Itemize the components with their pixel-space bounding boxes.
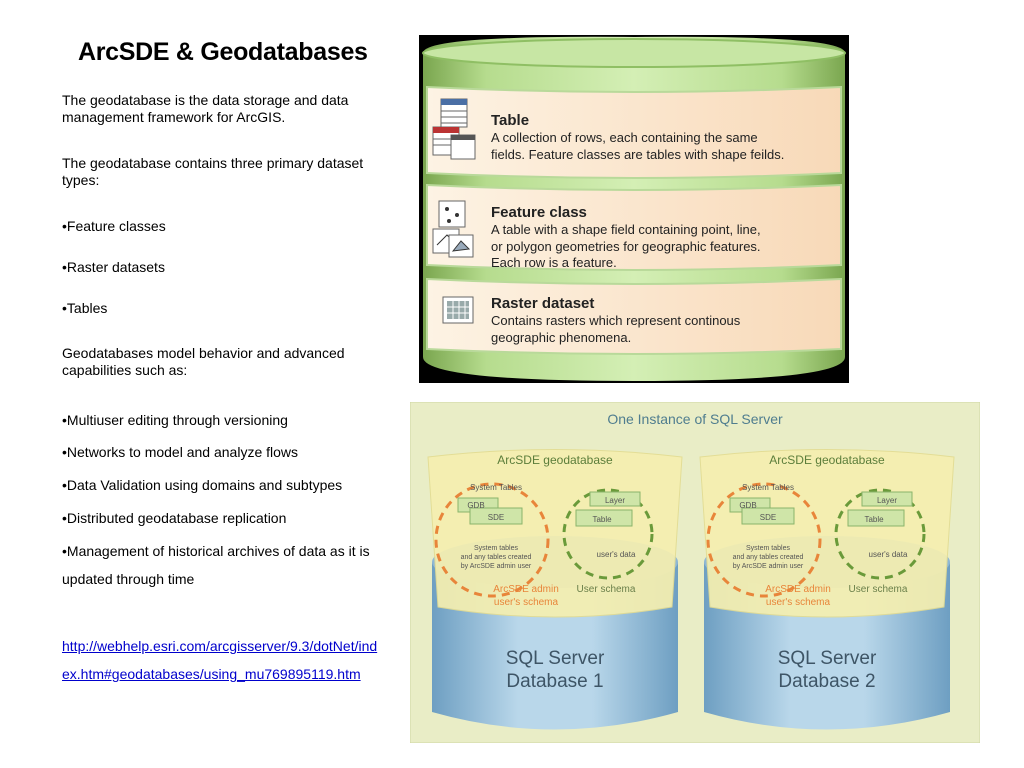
layer-label-2: Layer: [876, 496, 898, 505]
behavior-text: Geodatabases model behavior and advanced capabilities such as:: [62, 345, 345, 378]
table-row-title: Table: [491, 112, 530, 129]
bullet-networks: •Networks to model and analyze flows: [62, 444, 299, 460]
geodatabase-cylinder-figure: [419, 35, 849, 383]
user-schema-label-1: User schema: [576, 584, 636, 595]
geodb-label-1: ArcSDE geodatabase: [497, 453, 613, 467]
contains-text: The geodatabase contains three primary dataset types:: [62, 155, 364, 188]
note-line3-2: by ArcSDE admin user: [732, 563, 804, 570]
feature-class-row-line2: or polygon geometries for geographic features.: [491, 239, 761, 254]
user-schema-label-2: User schema: [848, 584, 908, 595]
bullet-validation: •Data Validation using domains and subtypes: [62, 477, 343, 493]
table-row-line1: A collection of rows, each containing the same: [491, 130, 758, 145]
feature-class-row-line1: A table with a shape field containing point, line,: [491, 222, 761, 237]
sql-server-instance-figure: [410, 402, 980, 743]
sql-instance-header: One Instance of SQL Server: [607, 411, 783, 427]
gdb-label-2: GDB: [739, 501, 757, 510]
feature-class-row-line3: Each row is a feature.: [491, 255, 617, 270]
bullet-tables: •Tables: [62, 300, 108, 316]
sql-db-name-line1-1: SQL Server: [505, 648, 605, 669]
users-data-label-1: user's data: [596, 550, 636, 559]
sde-label-1: SDE: [487, 513, 505, 522]
admin-schema-line2-2: user's schema: [765, 597, 831, 608]
raster-icon: [443, 297, 473, 323]
note-line1-1: System tables: [474, 545, 518, 552]
table-label-2: Table: [864, 515, 884, 524]
sql-db-name-line2-1: Database 1: [506, 671, 604, 692]
slide-title: ArcSDE & Geodatabases: [78, 38, 368, 66]
layer-label-1: Layer: [604, 496, 626, 505]
bullet-replication: •Distributed geodatabase replication: [62, 510, 287, 526]
note-line1-2: System tables: [746, 545, 790, 552]
geodb-label-2: ArcSDE geodatabase: [769, 453, 885, 467]
gdb-label-1: GDB: [467, 501, 485, 510]
note-line2-2: and any tables created: [732, 554, 804, 561]
raster-row-line1: Contains rasters which represent continous: [491, 313, 741, 328]
feature-class-row-title: Feature class: [491, 204, 587, 221]
sql-db-name-line1-2: SQL Server: [777, 648, 877, 669]
admin-schema-line1-1: ArcSDE admin: [493, 584, 559, 595]
users-data-label-2: user's data: [868, 550, 908, 559]
system-tables-label-1: System Tables: [470, 483, 522, 492]
raster-row-line2: geographic phenomena.: [491, 330, 632, 345]
bullet-archives: •Management of historical archives of data as it is updated through time: [62, 543, 370, 587]
esri-help-link[interactable]: http://webhelp.esri.com/arcgisserver/9.3/dotNet/index.htm#geodatabases/using_mu769895119.htm: [62, 638, 378, 682]
sql-db-name-line2-2: Database 2: [778, 671, 876, 692]
sde-label-2: SDE: [759, 513, 777, 522]
raster-row-title: Raster dataset: [491, 295, 595, 312]
bullet-versioning: •Multiuser editing through versioning: [62, 412, 288, 428]
bullet-raster-datasets: •Raster datasets: [62, 259, 165, 275]
table-label-1: Table: [592, 515, 612, 524]
bullet-feature-classes: •Feature classes: [62, 218, 166, 234]
admin-schema-line2-1: user's schema: [493, 597, 559, 608]
note-line2-1: and any tables created: [460, 554, 532, 561]
intro-text: The geodatabase is the data storage and data management framework for ArcGIS.: [62, 92, 349, 125]
note-line3-1: by ArcSDE admin user: [460, 563, 532, 570]
system-tables-label-2: System Tables: [742, 483, 794, 492]
table-row-line2: fields. Feature classes are tables with shape feilds.: [491, 147, 785, 162]
admin-schema-line1-2: ArcSDE admin: [765, 584, 831, 595]
